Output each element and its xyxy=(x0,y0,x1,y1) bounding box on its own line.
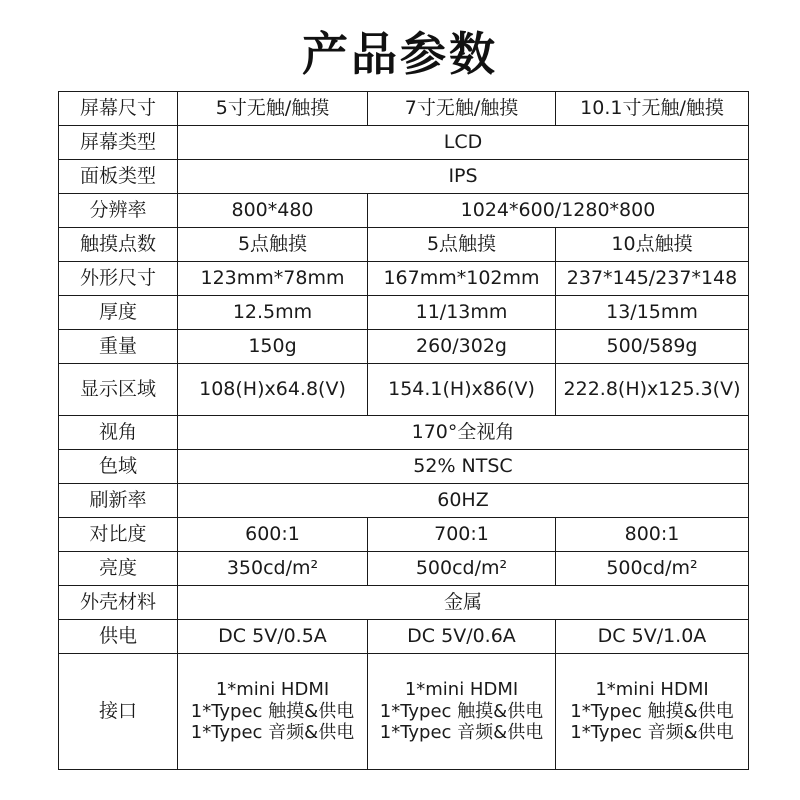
cell-5inch: 600:1 xyxy=(178,518,368,552)
table-row xyxy=(59,92,749,126)
interface-line: 1*Typec 触摸&供电 xyxy=(190,700,355,722)
cell-10inch: 10点触摸 xyxy=(556,228,749,262)
cell-5inch: 12.5mm xyxy=(178,296,368,330)
cell-5inch: 350cd/m² xyxy=(178,552,368,586)
interface-line: 1*Typec 音频&供电 xyxy=(190,722,355,744)
table-row xyxy=(59,194,749,228)
cell-7inch: 167mm*102mm xyxy=(368,262,556,296)
row-label-resolution: 分辨率 xyxy=(59,194,178,228)
table-row xyxy=(59,518,749,552)
cell-5inch: DC 5V/0.5A xyxy=(178,620,368,654)
cell-7inch: 7寸无触/触摸 xyxy=(368,92,556,126)
cell-5inch: 5点触摸 xyxy=(178,228,368,262)
table-row xyxy=(59,160,749,194)
row-label-contrast: 对比度 xyxy=(59,518,178,552)
cell-all: 52% NTSC xyxy=(178,450,749,484)
cell-7inch-interface xyxy=(368,654,556,770)
interface-line: 1*mini HDMI xyxy=(595,679,709,701)
cell-5inch: 5寸无触/触摸 xyxy=(178,92,368,126)
interface-line: 1*mini HDMI xyxy=(404,679,519,701)
cell-5inch: 150g xyxy=(178,330,368,364)
table-row xyxy=(59,364,749,416)
table-row xyxy=(59,416,749,450)
interface-line: 1*mini HDMI xyxy=(215,679,330,701)
row-label-dimensions: 外形尺寸 xyxy=(59,262,178,296)
row-label-brightness: 亮度 xyxy=(59,552,178,586)
cell-7inch: 5点触摸 xyxy=(368,228,556,262)
row-label-touch-points: 触摸点数 xyxy=(59,228,178,262)
cell-5inch: 800*480 xyxy=(178,194,368,228)
interface-line: 1*Typec 音频&供电 xyxy=(379,722,544,744)
row-label-refresh-rate: 刷新率 xyxy=(59,484,178,518)
row-label-interface: 接口 xyxy=(59,654,178,770)
cell-10inch: 10.1寸无触/触摸 xyxy=(556,92,749,126)
cell-10inch: 500cd/m² xyxy=(556,552,749,586)
cell-5inch: 108(H)x64.8(V) xyxy=(178,364,368,416)
cell-all: 金属 xyxy=(178,586,749,620)
cell-10inch: DC 5V/1.0A xyxy=(556,620,749,654)
cell-10inch: 800:1 xyxy=(556,518,749,552)
interface-line: 1*Typec 触摸&供电 xyxy=(570,700,734,722)
row-label-viewing-angle: 视角 xyxy=(59,416,178,450)
cell-10inch-interface xyxy=(556,654,749,770)
cell-10inch: 13/15mm xyxy=(556,296,749,330)
cell-all: IPS xyxy=(178,160,749,194)
row-label-panel-type: 面板类型 xyxy=(59,160,178,194)
table-row xyxy=(59,654,749,770)
cell-7-10inch: 1024*600/1280*800 xyxy=(368,194,749,228)
interface-line: 1*Typec 音频&供电 xyxy=(570,722,734,744)
row-label-display-area: 显示区域 xyxy=(59,364,178,416)
cell-10inch: 237*145/237*148 xyxy=(556,262,749,296)
table-row xyxy=(59,126,749,160)
row-label-power: 供电 xyxy=(59,620,178,654)
cell-7inch: 500cd/m² xyxy=(368,552,556,586)
cell-7inch: 700:1 xyxy=(368,518,556,552)
cell-all: 60HZ xyxy=(178,484,749,518)
cell-all: LCD xyxy=(178,126,749,160)
cell-10inch: 500/589g xyxy=(556,330,749,364)
page-title: 产品参数 xyxy=(302,27,498,81)
table-row xyxy=(59,262,749,296)
row-label-weight: 重量 xyxy=(59,330,178,364)
cell-10inch: 222.8(H)x125.3(V) xyxy=(556,364,749,416)
cell-5inch-interface xyxy=(178,654,368,770)
table-row xyxy=(59,330,749,364)
cell-7inch: 260/302g xyxy=(368,330,556,364)
cell-all: 170°全视角 xyxy=(178,416,749,450)
table-row xyxy=(59,296,749,330)
cell-7inch: 11/13mm xyxy=(368,296,556,330)
interface-line: 1*Typec 触摸&供电 xyxy=(379,700,544,722)
row-label-color-gamut: 色域 xyxy=(59,450,178,484)
spec-table xyxy=(58,91,749,770)
table-row xyxy=(59,552,749,586)
table-row xyxy=(59,586,749,620)
cell-7inch: 154.1(H)x86(V) xyxy=(368,364,556,416)
table-row xyxy=(59,484,749,518)
cell-5inch: 123mm*78mm xyxy=(178,262,368,296)
row-label-housing: 外壳材料 xyxy=(59,586,178,620)
table-row xyxy=(59,450,749,484)
cell-7inch: DC 5V/0.6A xyxy=(368,620,556,654)
row-label-thickness: 厚度 xyxy=(59,296,178,330)
row-label-screen-type: 屏幕类型 xyxy=(59,126,178,160)
table-row xyxy=(59,228,749,262)
table-row xyxy=(59,620,749,654)
row-label-screen-size: 屏幕尺寸 xyxy=(59,92,178,126)
